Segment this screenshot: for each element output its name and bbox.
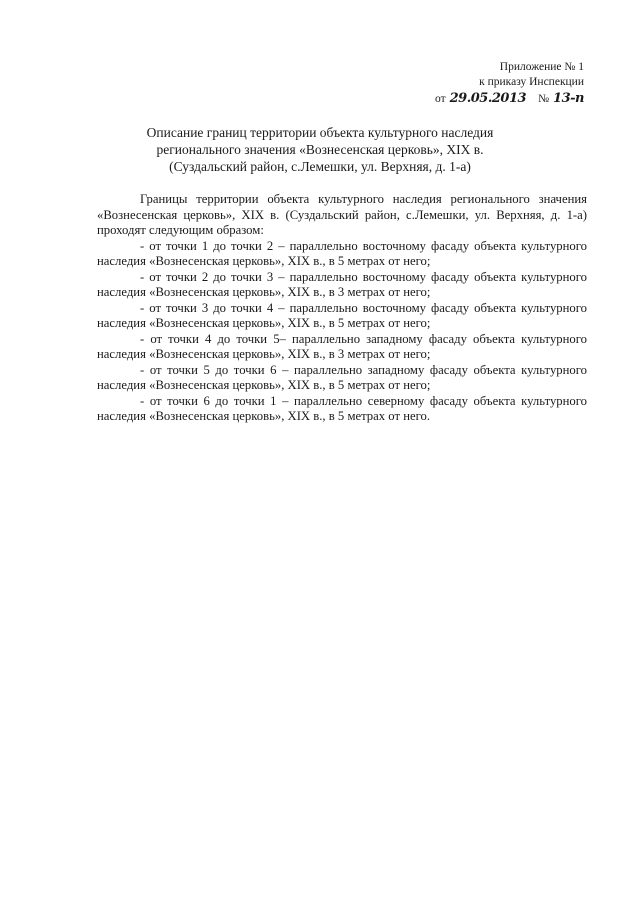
intro-paragraph: Границы территории объекта культурного наследия регионального значения «Вознесенская церковь», XIX в. (Суздальский район, с.Лемешки, ул. Верхняя, д. 1-а) проходят следующим образом:	[97, 192, 587, 237]
boundary-item: - от точки 5 до точки 6 – параллельно западному фасаду объекта культурного наследия «Вознесенская церковь», XIX в., в 5 метрах от него;	[97, 362, 587, 392]
title-line-1: Описание границ территории объекта культурного наследия	[146, 125, 494, 140]
document-body	[97, 192, 587, 425]
order-reference: к приказу Инспекции	[479, 76, 584, 88]
boundary-item: - от точки 6 до точки 1 – параллельно северному фасаду объекта культурного наследия «Вознесенская церковь», XIX в., в 5 метрах от него.	[97, 393, 587, 423]
order-date-number	[384, 91, 584, 107]
appendix-header	[384, 60, 584, 107]
date-prefix: от	[435, 93, 446, 105]
number-prefix: №	[538, 93, 550, 105]
appendix-label: Приложение № 1	[499, 61, 584, 73]
handwritten-number: 13-п	[553, 91, 584, 106]
handwritten-date: 29.05.2013	[449, 91, 527, 106]
boundary-item: - от точки 2 до точки 3 – параллельно восточному фасаду объекта культурного наследия «Вознесенская церковь», XIX в., в 3 метрах от него;	[97, 269, 587, 299]
document-title	[100, 124, 540, 175]
title-line-2: регионального значения «Вознесенская церковь», XIX в.	[156, 142, 484, 157]
boundary-item: - от точки 3 до точки 4 – параллельно восточному фасаду объекта культурного наследия «Вознесенская церковь», XIX в., в 5 метрах от него;	[97, 300, 587, 330]
title-line-3: (Суздальский район, с.Лемешки, ул. Верхняя, д. 1-а)	[169, 159, 471, 174]
boundary-item: - от точки 1 до точки 2 – параллельно восточному фасаду объекта культурного наследия «Вознесенская церковь», XIX в., в 5 метрах от него;	[97, 238, 587, 268]
boundary-item: - от точки 4 до точки 5– параллельно западному фасаду объекта культурного наследия «Вознесенская церковь», XIX в., в 3 метрах от него;	[97, 331, 587, 361]
